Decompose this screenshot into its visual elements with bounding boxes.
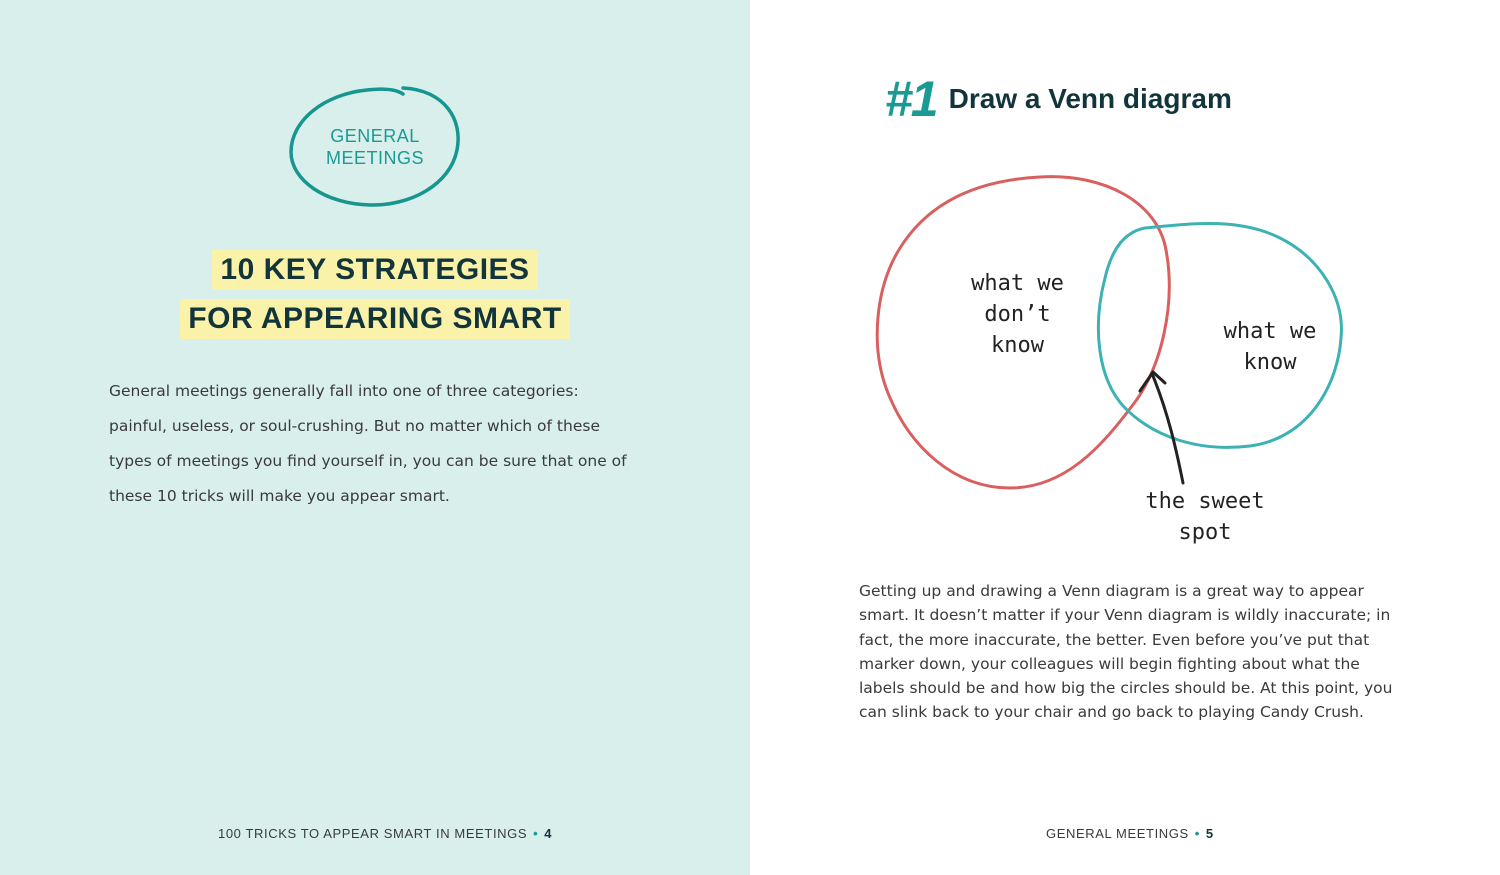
left-footer <box>218 826 552 841</box>
venn-diagram <box>870 168 1390 560</box>
trick-title: Draw a Venn diagram <box>948 83 1232 114</box>
title-line-1: 10 KEY STRATEGIES <box>212 250 537 290</box>
trick-heading <box>885 70 1232 128</box>
page-number: 4 <box>544 826 553 841</box>
book-title-footer: 100 TRICKS TO APPEAR SMART IN MEETINGS <box>218 826 528 841</box>
section-title <box>0 250 750 348</box>
unknown-label: what we don’t know <box>971 271 1064 358</box>
body-paragraph: Getting up and drawing a Venn diagram is a great way to appear smart. It doesn’t matter if your Venn diagram is wildly inaccurate; in fact, the more inaccurate, the better. Even before you’ve put that marker down, your colleagues will begin fighting about what the labels should be and how big the circles should be. At this point, you can slink back to your chair and go back to playing Candy Crush. <box>859 582 1393 722</box>
trick-number: #1 <box>885 71 937 127</box>
chapter-footer: GENERAL MEETINGS <box>1046 826 1189 841</box>
sweet-spot-label: the sweet spot <box>1145 489 1265 545</box>
footer-dot-icon: • <box>533 826 539 841</box>
intro-paragraph: General meetings generally fall into one of three categories: painful, useless, or soul-crushing. But no matter which of these types of meetings you find yourself in, you can be sure that one of these 10 tricks will make you appear smart. <box>109 382 627 505</box>
known-label: what we know <box>1223 319 1317 375</box>
title-line-2: FOR APPEARING SMART <box>180 299 569 339</box>
right-footer <box>1046 826 1214 841</box>
right-page <box>750 0 1500 875</box>
chapter-label: GENERAL MEETINGS <box>325 126 424 168</box>
footer-dot-icon: • <box>1194 826 1200 841</box>
chapter-badge <box>285 80 465 212</box>
arrow-head-icon <box>1140 372 1165 391</box>
sweet-spot-arrow <box>1153 376 1183 483</box>
page-number: 5 <box>1205 826 1214 841</box>
